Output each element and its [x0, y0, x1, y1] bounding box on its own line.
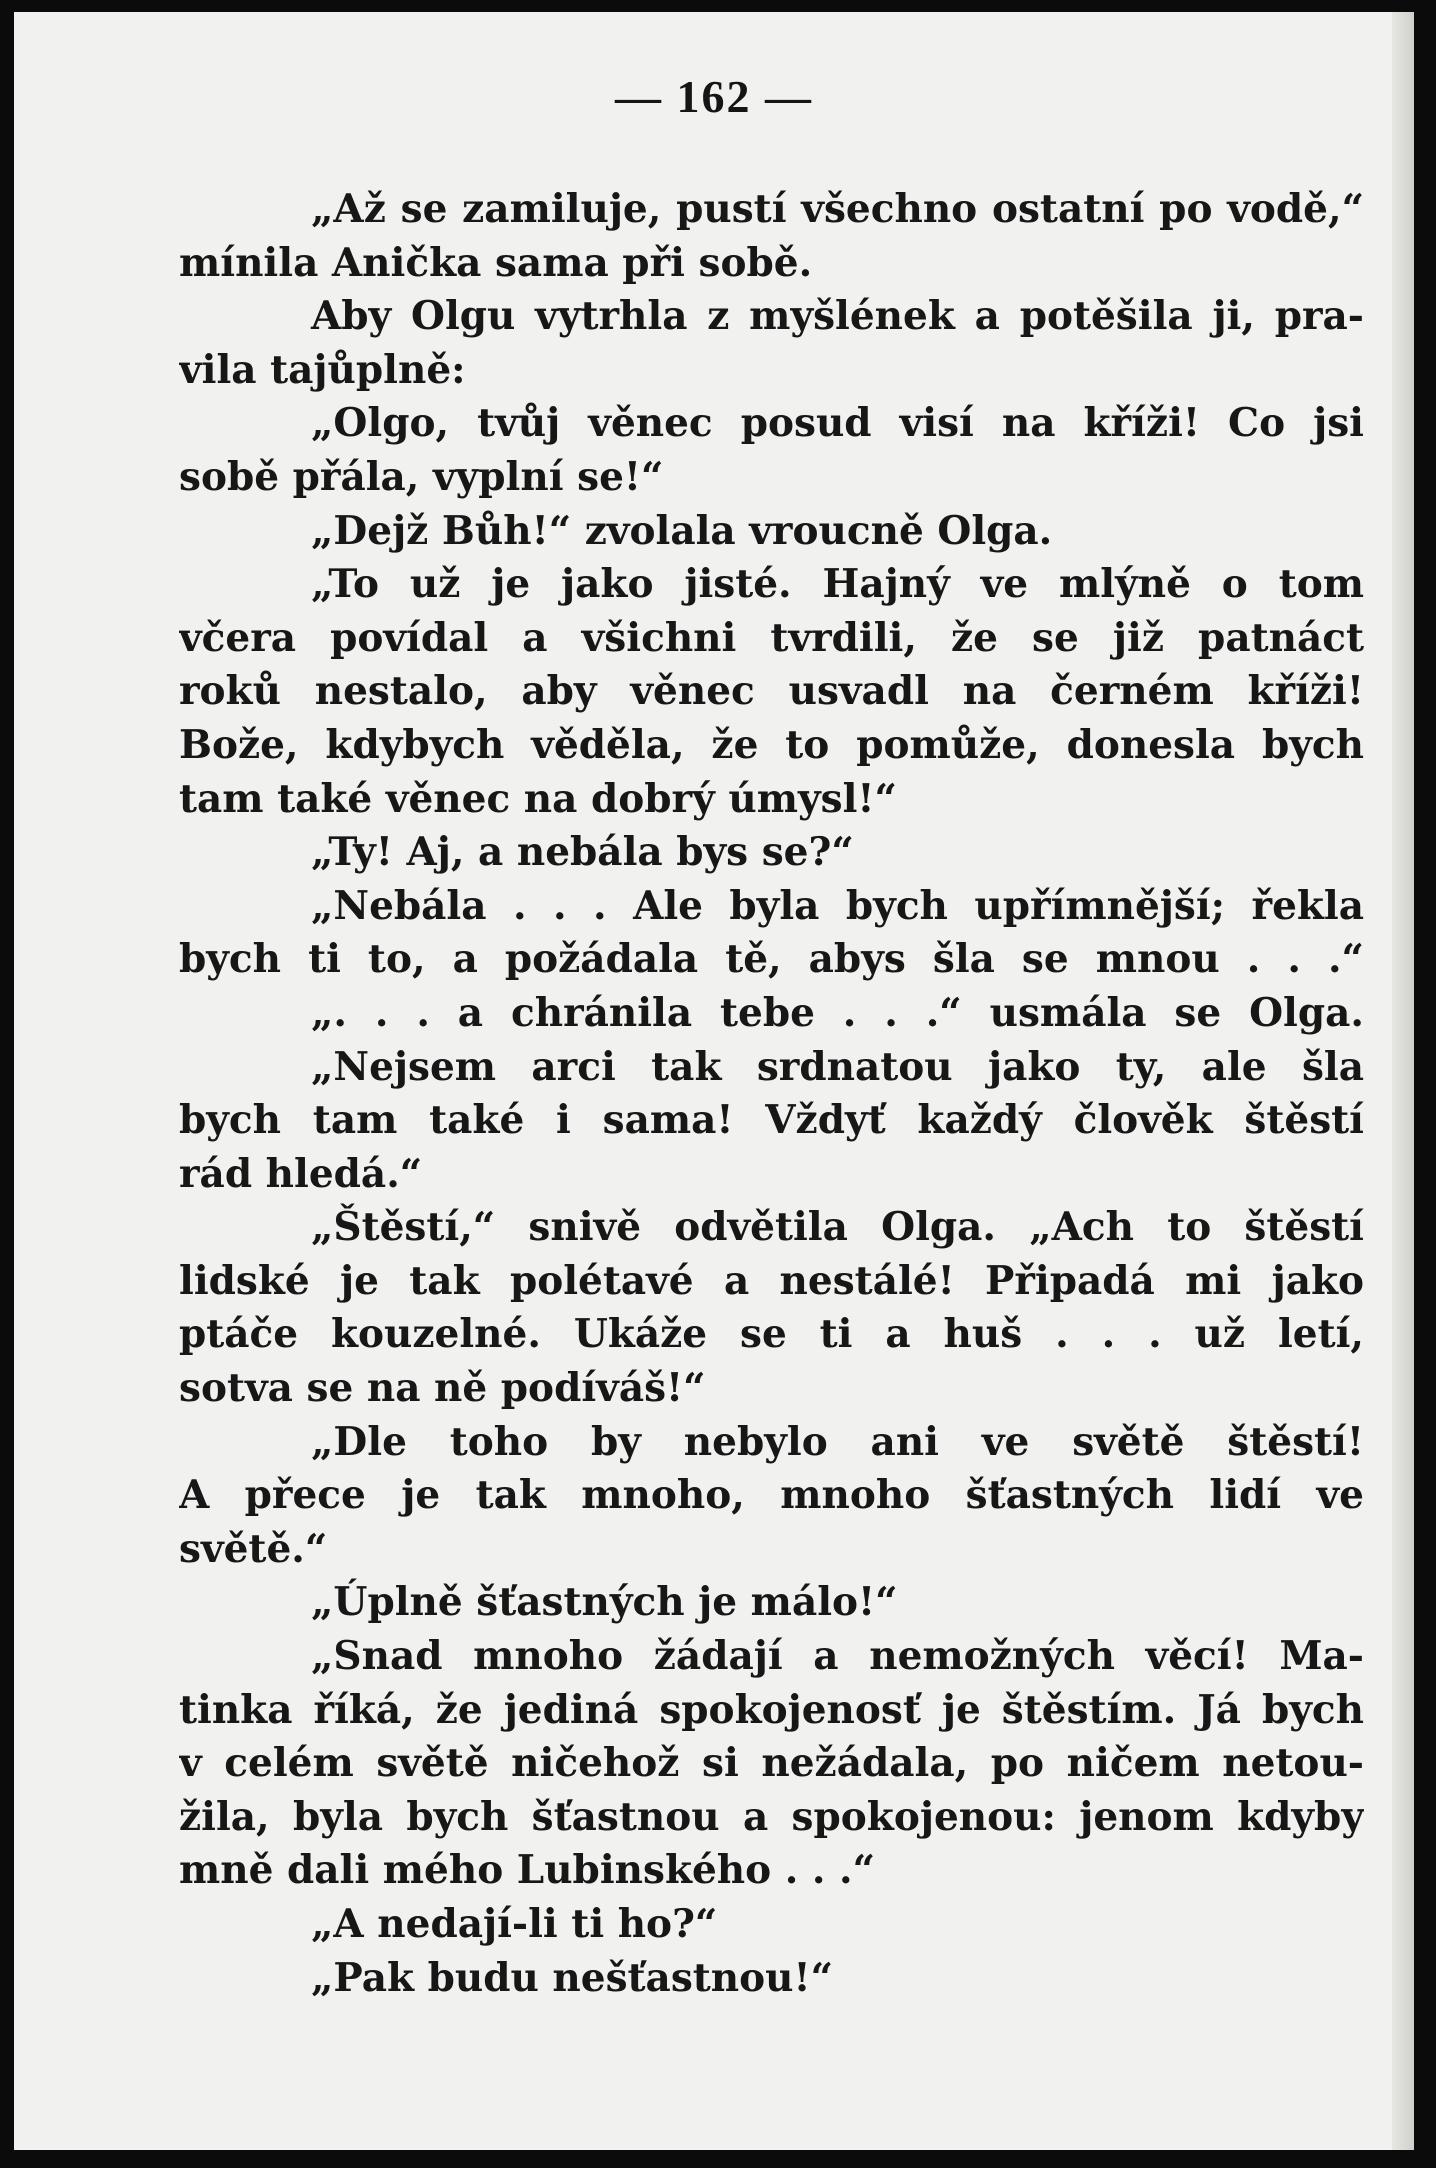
text-line: Aby Olgu vytrhla z myšlének a potěšila ji, pra- [311, 293, 1364, 340]
text-line: tam také věnec na dobrý úmysl!“ [179, 775, 897, 822]
text-line: „Dejž Bůh!“ zvolala vroucně Olga. [311, 507, 1053, 554]
text-line: „Ty! Aj, a nebála bys se?“ [311, 829, 854, 876]
text-line: bych ti to, a požádala tě, abys šla se mnou . . .“ [179, 936, 1364, 983]
text-line: „Nejsem arci tak srdnatou jako ty, ale šla [311, 1043, 1364, 1090]
text-line: „Štěstí,“ snivě odvětila Olga. „Ach to štěstí [311, 1204, 1364, 1251]
text-line: „Pak budu nešťastnou!“ [311, 1954, 834, 2001]
text-line: A přece je tak mnoho, mnoho šťastných lidí ve [179, 1472, 1364, 1519]
text-line: roků nestalo, aby věnec usvadl na černém kříži! [179, 668, 1364, 715]
page-edge-shadow [1392, 12, 1414, 2150]
text-line: rád hledá.“ [179, 1150, 423, 1197]
text-line: „. . . a chránila tebe . . .“ usmála se Olga. [311, 989, 1364, 1036]
text-line: sobě přála, vyplní se!“ [179, 453, 664, 500]
book-page [14, 12, 1414, 2150]
text-line: sotva se na ně podíváš!“ [179, 1365, 706, 1412]
text-line: mně dali mého Lubinského . . .“ [179, 1847, 876, 1894]
text-line: „Dle toho by nebylo ani ve světě štěstí! [311, 1418, 1364, 1465]
text-line: lidské je tak polétavé a nestálé! Připadá mi jako [179, 1257, 1364, 1304]
text-line: „Až se zamiluje, pustí všechno ostatní po vodě,“ [311, 186, 1364, 232]
text-line: „To už je jako jisté. Hajný ve mlýně o tom [311, 561, 1364, 608]
text-line: „A nedají-li ti ho?“ [311, 1901, 718, 1947]
text-line: „Snad mnoho žádají a nemožných věcí! Ma- [311, 1633, 1364, 1680]
text-line: žila, byla bych šťastnou a spokojenou: jenom kdyby [179, 1793, 1364, 1840]
text-line: tinka říká, že jediná spokojenosť je štěstím. Já bych [179, 1686, 1364, 1733]
text-line: v celém světě ničehož si nežádala, po ničem netou- [179, 1740, 1364, 1787]
text-line: ptáče kouzelné. Ukáže se ti a huš . . . už letí, [179, 1311, 1364, 1358]
text-line: Bože, kdybych věděla, že to pomůže, donesla bych [179, 721, 1364, 768]
text-line: „Nebála . . . Ale byla bych upřímnější; řekla [311, 882, 1364, 929]
text-line: bych tam také i sama! Vždyť každý člověk štěstí [179, 1097, 1364, 1144]
text-line: světě.“ [179, 1525, 328, 1572]
text-line: včera povídal a všichni tvrdili, že se již patnáct [179, 614, 1364, 661]
text-line: mínila Anička sama při sobě. [179, 239, 813, 286]
text-line: vila tajůplně: [179, 346, 466, 393]
text-line: „Úplně šťastných je málo!“ [311, 1579, 898, 1626]
body-text [179, 183, 1364, 2005]
text-line: „Olgo, tvůj věnec posud visí na kříži! Co jsi [311, 400, 1364, 447]
page-number: — 162 — [615, 71, 813, 122]
